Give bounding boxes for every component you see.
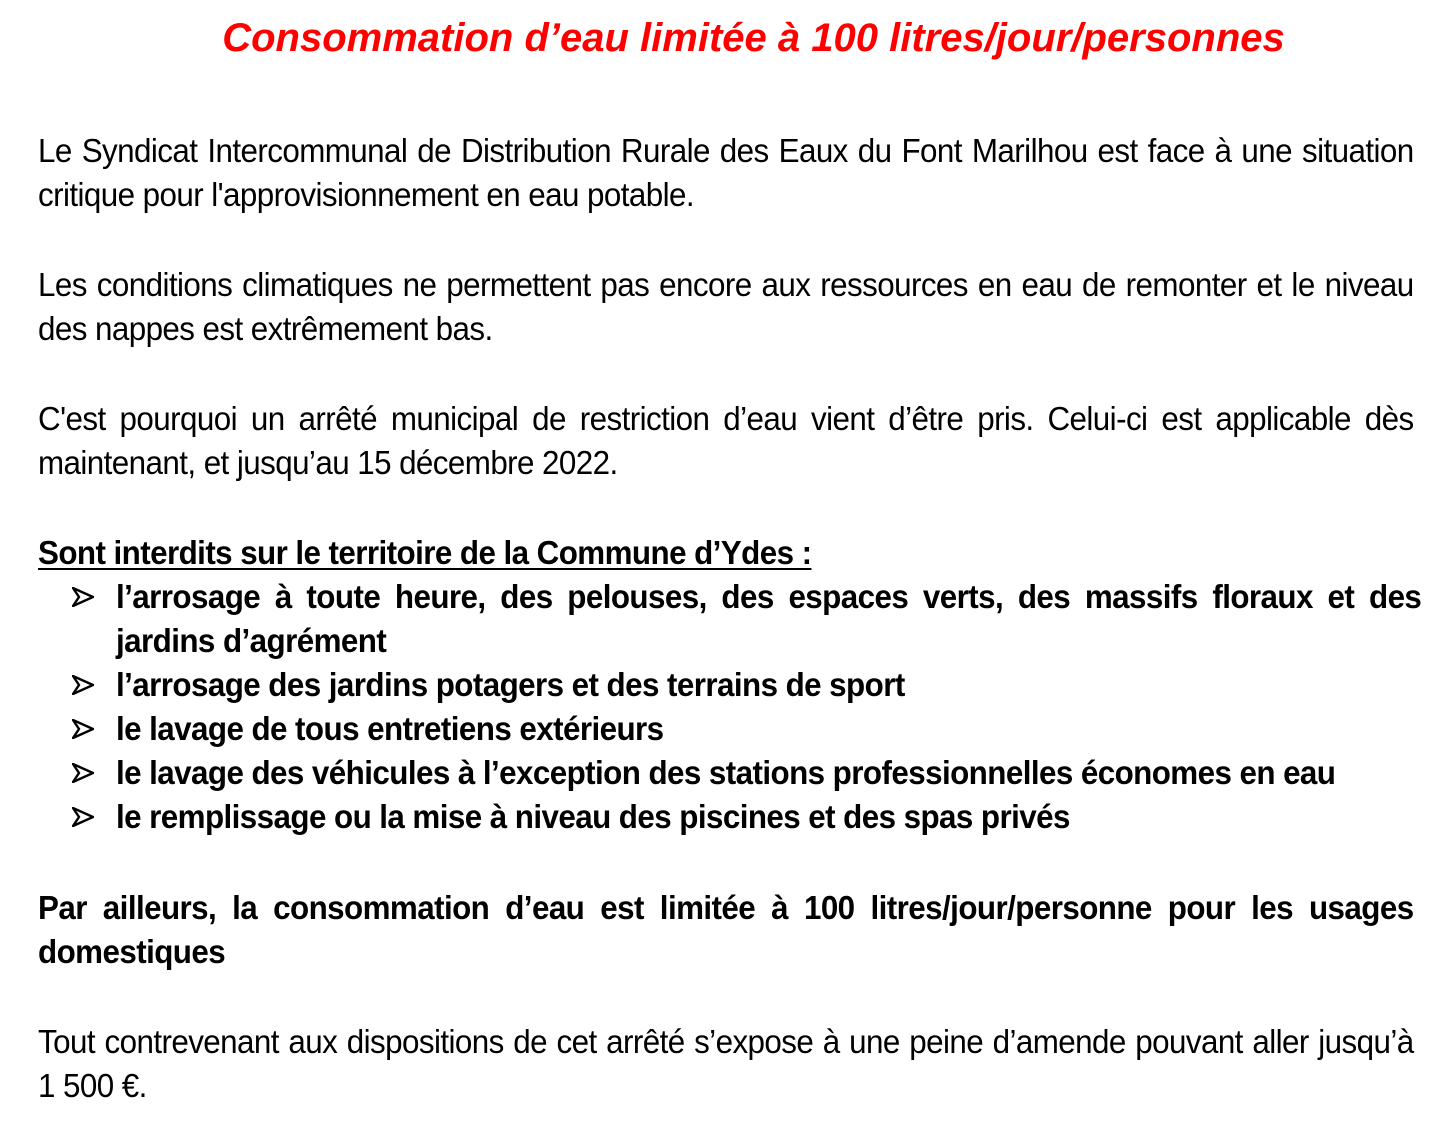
- list-item: [38, 751, 1414, 795]
- arrete-paragraph: C'est pourquoi un arrêté municipal de restriction d’eau vient d’être pris. Celui-ci est applicable dès maintenant, et jusqu’au 15 décembre 2022.: [38, 400, 1414, 481]
- intro-paragraph: Le Syndicat Intercommunal de Distribution Rurale des Eaux du Font Marilhou est face à une situation critique pour l'approvisionnement en eau potable.: [38, 132, 1414, 213]
- arrowhead-bullet-icon: [72, 795, 96, 839]
- list-item-text: le lavage de tous entretiens extérieurs: [116, 710, 664, 747]
- list-item-text: l’arrosage à toute heure, des pelouses, des espaces verts, des massifs floraux et des jardins d’agrément: [116, 578, 1422, 659]
- notice-title: Consommation d’eau limitée à 100 litres/jour/personnes: [222, 16, 1285, 60]
- prohibitions-heading: Sont interdits sur le territoire de la Commune d’Ydes :: [38, 534, 812, 571]
- conditions-paragraph: Les conditions climatiques ne permettent pas encore aux ressources en eau de remonter et le niveau des nappes est extrêmement bas.: [38, 266, 1414, 347]
- list-item: [38, 663, 1414, 707]
- prohibitions-list: [38, 575, 1422, 839]
- arrowhead-bullet-icon: [72, 575, 96, 619]
- arrowhead-bullet-icon: [72, 707, 96, 751]
- arrowhead-bullet-icon: [72, 663, 96, 707]
- penalty-paragraph: Tout contrevenant aux dispositions de cet arrêté s’expose à une peine d’amende pouvant aller jusqu’à 1 500 €.: [38, 1023, 1414, 1104]
- list-item: [38, 707, 1414, 751]
- arrowhead-bullet-icon: [72, 751, 96, 795]
- list-item: [38, 795, 1414, 839]
- list-item: [38, 575, 1422, 663]
- list-item-text: le remplissage ou la mise à niveau des piscines et des spas privés: [116, 798, 1070, 835]
- list-item-text: le lavage des véhicules à l’exception des stations professionnelles économes en eau: [116, 754, 1336, 791]
- list-item-text: l’arrosage des jardins potagers et des terrains de sport: [116, 666, 905, 703]
- limitation-paragraph: Par ailleurs, la consommation d’eau est limitée à 100 litres/jour/personne pour les usages domestiques: [38, 889, 1414, 970]
